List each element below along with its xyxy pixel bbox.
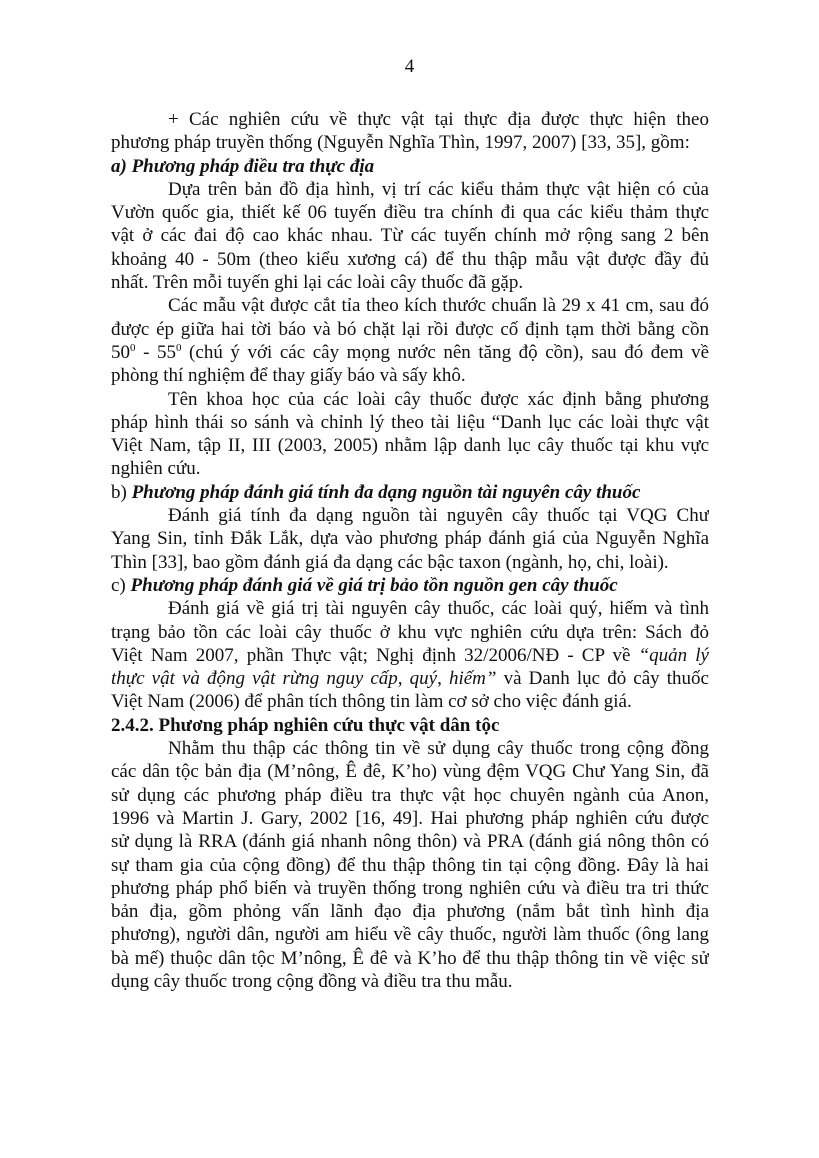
text-line: Vườn quốc gia, thiết kế 06 tuyến điều tra chính đi qua các kiểu thảm thực	[111, 202, 709, 224]
text-line: sử dụng là RRA (đánh giá nhanh nông thôn) và PRA (đánh giá nông thôn có	[111, 831, 709, 853]
heading-title: Phương pháp đánh giá về giá trị bảo tồn nguồn gen cây thuốc	[130, 574, 618, 596]
paragraph-specimen-processing	[111, 294, 709, 387]
text-line: sự tham gia của cộng đồng) để thu thập thông tin tại cộng đồng. Đây là hai	[111, 854, 709, 876]
text-line: phòng thí nghiệm để thay giấy báo và sấy khô.	[111, 365, 466, 387]
heading-section-2-4-2: 2.4.2. Phương pháp nghiên cứu thực vật dân tộc	[111, 714, 500, 736]
paragraph-diversity-assessment	[111, 504, 709, 574]
text-line: phương pháp truyền thống (Nguyễn Nghĩa Thìn, 1997, 2007) [33, 35], gồm:	[111, 132, 690, 154]
text-line	[111, 341, 709, 364]
heading-conservation-value	[111, 574, 709, 597]
text-line: các dân tộc bản địa (M’nông, Ê đê, K’ho) vùng đệm VQG Chư Yang Sin, đã	[111, 761, 709, 783]
text-line	[111, 667, 709, 690]
text-span: Việt Nam 2007, phần Thực vật; Nghị định 32/2006/NĐ - CP về	[111, 644, 639, 666]
superscript-degree: 0	[130, 341, 136, 354]
heading-title: Phương pháp đánh giá tính đa dạng nguồn tài nguyên cây thuốc	[131, 481, 641, 503]
text-line: khoảng 40 - 50m (theo kiểu xương cá) để thu thập mẫu vật được đầy đủ	[111, 248, 709, 270]
text-line: Yang Sin, tỉnh Đắk Lắk, dựa vào phương pháp đánh giá của Nguyễn Nghĩa	[111, 528, 709, 550]
text-line: phương pháp phổ biến và truyền thống trong nghiên cứu và điều tra tri thức	[111, 877, 709, 899]
text-line: sử dụng các phương pháp điều tra thực vật học chuyên ngành của Anon,	[111, 784, 709, 806]
paragraph-ethnobotany-methods	[111, 737, 709, 993]
text-span-italic: thực vật và động vật rừng nguy cấp, quý, hiếm”	[111, 668, 497, 690]
text-line: trạng bảo tồn các loài cây thuốc ở khu vực nghiên cứu dựa trên: Sách đỏ	[111, 621, 709, 643]
text-line	[111, 644, 709, 667]
paragraph-conservation-value	[111, 597, 709, 713]
paragraph-scientific-names	[111, 388, 709, 481]
text-line: Thìn [33], bao gồm đánh giá đa dạng các bậc taxon (ngành, họ, chi, loài).	[111, 551, 669, 573]
text-line: vật ở các đai độ cao khác nhau. Từ các tuyến chính mở rộng sang 2 bên	[111, 225, 709, 247]
text-span: (chú ý với các cây mọng nước nên tăng độ cồn), sau đó đem về	[181, 341, 709, 363]
superscript-degree: 0	[175, 341, 182, 354]
text-span-italic: “quản lý	[638, 644, 709, 666]
text-line: Dựa trên bản đồ địa hình, vị trí các kiểu thảm thực vật hiện có của	[168, 178, 709, 200]
text-line: Đánh giá tính đa dạng nguồn tài nguyên cây thuốc tại VQG Chư	[168, 505, 709, 527]
paragraph-field-research-intro	[111, 108, 709, 155]
text-line: Việt Nam, tập II, III (2003, 2005) nhằm lập danh lục cây thuốc tại khu vực	[111, 435, 709, 457]
text-line: nhất. Trên mỗi tuyến ghi lại các loài cây thuốc đã gặp.	[111, 272, 524, 294]
text-line: Tên khoa học của các loài cây thuốc được xác định bằng phương	[168, 388, 709, 410]
text-line: phương), người dân, người am hiểu về cây thuốc, người làm thuốc (ông lang	[111, 924, 709, 946]
text-line: 1996 và Martin J. Gary, 2002 [16, 49]. Hai phương pháp nghiên cứu được	[111, 807, 709, 829]
text-line: Việt Nam (2006) để phân tích thông tin làm cơ sở cho việc đánh giá.	[111, 691, 632, 713]
document-body	[111, 108, 709, 993]
text-line: bà mế) thuộc dân tộc M’nông, Ê đê và K’ho để thu thập thông tin về việc sử	[111, 947, 709, 969]
heading-diversity-assessment	[111, 481, 709, 504]
text-line: được ép giữa hai tời báo và bó chặt lại rồi được cố định tạm thời bằng cồn	[111, 318, 709, 340]
text-line: pháp hình thái so sánh và chỉnh lý theo tài liệu “Danh lục các loài thực vật	[111, 411, 709, 433]
text-line: Đánh giá về giá trị tài nguyên cây thuốc, các loài quý, hiếm và tình	[168, 598, 709, 620]
heading-prefix: b)	[111, 481, 132, 503]
paragraph-survey-routes	[111, 178, 709, 294]
text-line: dụng cây thuốc trong cộng đồng và điều tra thu mẫu.	[111, 970, 513, 992]
page-number: 4	[404, 56, 415, 77]
heading-field-survey-method: a) Phương pháp điều tra thực địa	[111, 155, 375, 177]
heading-prefix: c)	[111, 574, 131, 596]
text-line: Nhằm thu thập các thông tin về sử dụng cây thuốc trong cộng đồng	[168, 738, 709, 760]
text-line: + Các nghiên cứu về thực vật tại thực địa được thực hiện theo	[168, 109, 709, 130]
text-span: và Danh lục đỏ cây thuốc	[496, 668, 709, 690]
text-line: Các mẫu vật được cắt tỉa theo kích thước chuẩn là 29 x 41 cm, sau đó	[168, 295, 709, 317]
text-line: nghiên cứu.	[111, 458, 201, 480]
text-line: bản địa, gồm phỏng vấn lãnh đạo địa phương (nắm bắt tình hình địa	[111, 901, 709, 923]
text-span: 50	[111, 341, 130, 363]
text-span: - 55	[135, 341, 176, 363]
